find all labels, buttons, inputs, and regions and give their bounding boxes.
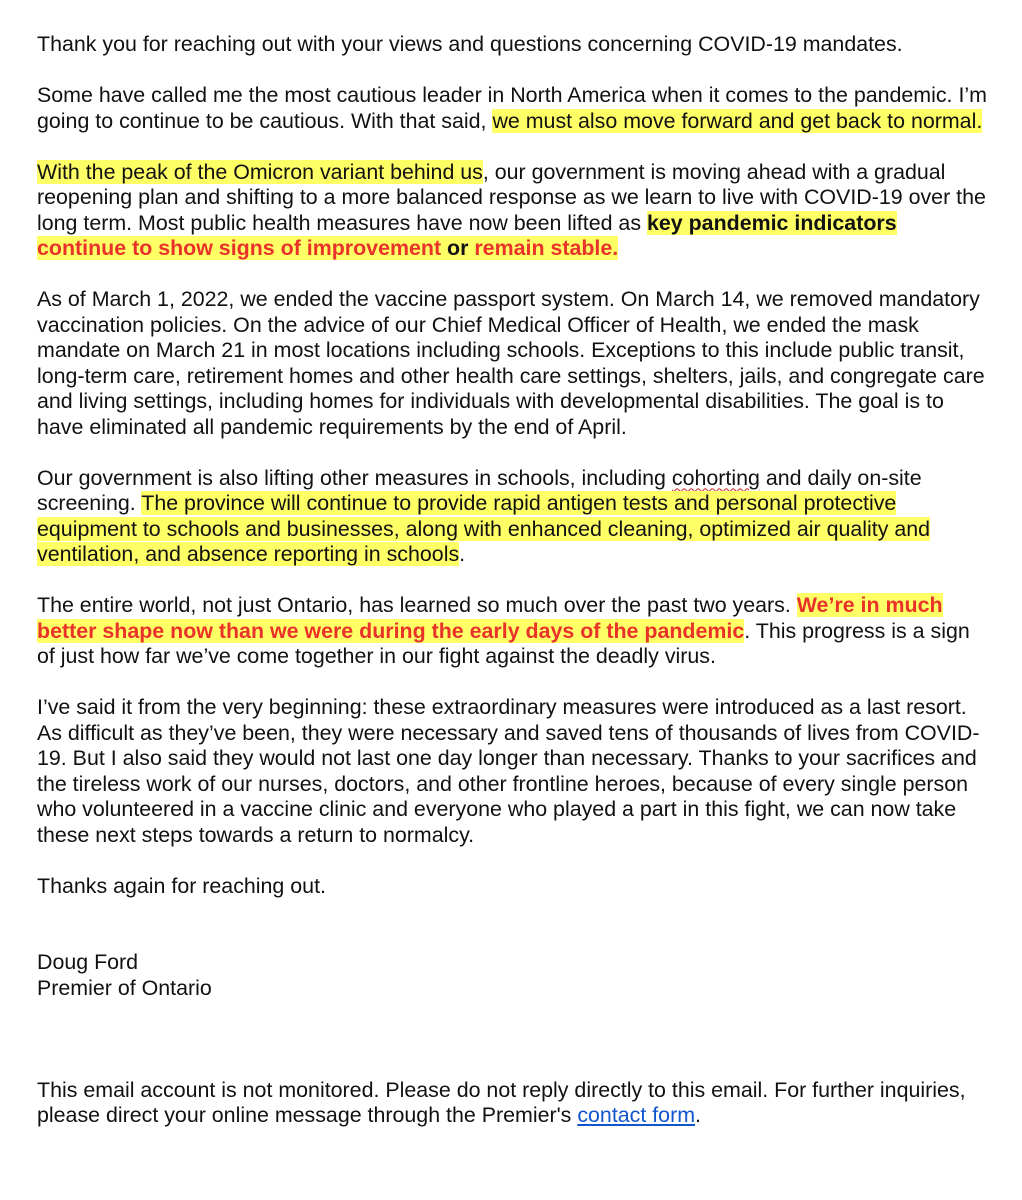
paragraph-omicron [37,160,987,262]
footer-spacer [37,1027,987,1078]
highlight-better-shape: We’re in much better shape now than we were during the early days of the pandemic [37,593,943,643]
paragraph-thanks-again [37,874,987,900]
paragraph-mandates-timeline [37,287,987,440]
paragraph-cautious-text: Some have called me the most cautious leader in North America when it comes to the pandemic. I’m going to continue to be cautious. With that said, [37,83,987,133]
highlight-move-forward: we must also move forward and get back to normal. [492,108,983,133]
paragraph-omicron-text: , our government is moving ahead with a gradual reopening plan and shifting to a more balanced response as we learn to live with COVID-19 over the long term. Most public health measures have now been lifted as [37,159,986,235]
footer-notice-end: . [695,1103,701,1127]
contact-form-link[interactable]: contact form [577,1103,696,1127]
paragraph-world-text: The entire world, not just Ontario, has learned so much over the past two years. [37,593,797,617]
footer-notice-text: This email account is not monitored. Please do not reply directly to this email. For further inquiries, please direct your online message through the Premier's [37,1077,966,1127]
spellcheck-word-cohorting: cohorting [671,465,760,490]
highlight-omicron-peak: With the peak of the Omicron variant behind us [37,159,483,184]
paragraph-thanks-again-text: Thanks again for reaching out. [37,873,326,898]
signature-spacer [37,925,987,951]
highlight-signs-of-improvement: continue to show signs of improvement [37,236,442,260]
paragraph-cautious [37,83,987,134]
highlight-period: . [612,236,619,260]
paragraph-beginning [37,695,987,848]
paragraph-world-end: . This progress is a sign of just how far we’ve come together in our fight against the deadly virus. [37,618,970,668]
paragraph-beginning-text: I’ve said it from the very beginning: these extraordinary measures were introduced as a last resort. As difficult as they’ve been, they were necessary and saved tens of thousands of lives from COVID-19. But I also said they would not last one day longer than necessary. Thanks to your sacrifices and the tireless work of our nurses, doctors, and other frontline heroes, because of every single person who volunteered in a vaccine clinic and everyone who played a part in this fight, we can now take these next steps towards a return to normalcy. [37,695,980,847]
highlight-key-indicators: key pandemic indicators [646,210,897,235]
paragraph-world [37,593,987,670]
paragraph-schools-end: . [459,542,466,566]
highlight-rapid-tests: The province will continue to provide rapid antigen tests and personal protective equipment to schools and businesses, along with enhanced cleaning, optimized air quality and ventilation, and absence reporting in schools [37,491,931,566]
paragraph-schools-text: Our government is also lifting other measures in schools, including [37,465,672,490]
highlight-or: or [441,236,475,260]
footer-notice [37,1078,987,1129]
paragraph-thanks-text: Thank you for reaching out with your views and questions concerning COVID-19 mandates. [37,32,903,56]
highlight-remain-stable: remain stable [474,236,613,260]
signature-title: Premier of Ontario [37,975,212,1000]
paragraph-schools-text-2: and daily on-site screening. [37,465,922,515]
signature-name: Doug Ford [37,950,139,974]
signature-block [37,950,987,1001]
paragraph-schools [37,466,987,568]
paragraph-thanks [37,32,987,58]
letter-body [37,32,987,1154]
paragraph-mandates-timeline-text: As of March 1, 2022, we ended the vaccine passport system. On March 14, we removed mandatory vaccination policies. On the advice of our Chief Medical Officer of Health, we ended the mask mandate on March 21 in most locations including schools. Exceptions to this include public transit, long-term care, retirement homes and other health care settings, shelters, jails, and congregate care and living settings, including homes for individuals with developmental disabilities. The goal is to have eliminated all pandemic requirements by the end of April. [37,287,985,439]
